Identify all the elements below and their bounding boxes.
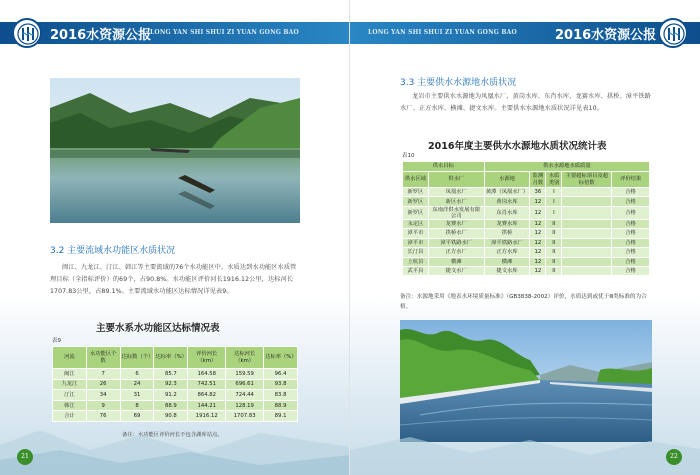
th-source-quality: 供水水源地水质质量 xyxy=(484,162,649,172)
page-number-left: 21 xyxy=(17,449,33,465)
table-cell: 144.21 xyxy=(188,400,226,411)
table-cell: 正方水厂 xyxy=(428,248,484,257)
table-row xyxy=(53,369,298,380)
table-cell: 36 xyxy=(530,188,546,197)
section-title-3-2: 3.2 主要流域水功能区水质状况 xyxy=(50,246,176,256)
table-cell: 34 xyxy=(86,390,120,401)
table-cell: 26 xyxy=(86,379,120,390)
th-pass-length: 达标河长（km） xyxy=(226,347,264,369)
header-band-left xyxy=(0,22,350,44)
table-row xyxy=(403,257,650,266)
table-group-header-row xyxy=(403,162,650,172)
table-cell: 合格 xyxy=(612,188,650,197)
table-cell xyxy=(562,229,612,238)
table-10-note: 备注：水源地采用《地表水环境质量标准》（GB3838-2002）评价，水质达到或优于Ⅲ类标准的为合格。 xyxy=(400,294,647,310)
table-cell: 88.9 xyxy=(154,400,188,411)
table-cell: 合格 xyxy=(612,238,650,247)
table-cell xyxy=(562,266,612,275)
table-cell: 横滩 xyxy=(484,257,530,266)
table-cell: 长汀县 xyxy=(403,248,429,257)
table-cell: 合格 xyxy=(612,197,650,206)
table-row xyxy=(403,248,650,257)
table-cell: 12 xyxy=(530,266,546,275)
table-cell: 新罗区 xyxy=(403,197,429,206)
table-cell: 合格 xyxy=(612,229,650,238)
table-cell: 12 xyxy=(530,257,546,266)
table-cell xyxy=(562,238,612,247)
table-cell: 漳平铁路水厂 xyxy=(428,238,484,247)
table-title-9: 主要水系水功能区达标情况表 xyxy=(96,323,220,334)
header-subtitle-right: LONG YAN SHI SHUI ZI YUAN GONG BAO xyxy=(368,29,517,36)
table-cell: 新区水厂 xyxy=(428,197,484,206)
table-cell: 12 xyxy=(530,219,546,228)
table-row xyxy=(403,188,650,197)
table-cell: II xyxy=(546,219,562,228)
section-paragraph-right: 龙岩市主要供水水源地为凤凰水厂、黄岗水库、东肖水库、龙赛水库、拱桥、漳平铁路水厂、正方水库、横滩、捷文水库。主要供水水源地水质状况详见表10。 xyxy=(400,93,651,112)
table-cell: 黄潭（凤凰水厂） xyxy=(485,189,529,196)
header-title-right: 2016水资源公报 xyxy=(555,28,657,43)
table-cell: 9 xyxy=(86,400,120,411)
table-cell: 东肖水库 xyxy=(484,206,530,219)
table-cell: 漳平铁路水厂 xyxy=(484,238,530,247)
table-row xyxy=(403,238,650,247)
table-cell: 龙赛水厂 xyxy=(428,219,484,228)
table-10 xyxy=(402,161,650,276)
table-cell: 742.51 xyxy=(188,379,226,390)
table-cell: 正方水库 xyxy=(484,248,530,257)
header-title-left: 2016水资源公报 xyxy=(50,28,152,43)
table-cell xyxy=(562,248,612,257)
table-header-row xyxy=(53,347,298,369)
table-cell: 12 xyxy=(530,229,546,238)
table-cell: 6 xyxy=(120,369,154,380)
table-cell: 漳平市 xyxy=(403,229,429,238)
table-cell: 128.19 xyxy=(226,400,264,411)
table-cell: I xyxy=(546,206,562,219)
table-cell: I xyxy=(546,197,562,206)
table-cell: 164.58 xyxy=(188,369,226,380)
table-cell: 武平县 xyxy=(403,266,429,275)
table-cell: II xyxy=(546,248,562,257)
th-length-rate: 达标率（%） xyxy=(264,347,298,369)
table-cell: 横滩 xyxy=(428,257,484,266)
th-zone-count: 水功能区个数 xyxy=(86,347,120,369)
table-cell: 上杭县 xyxy=(403,257,429,266)
table-cell: 韩江 xyxy=(53,400,87,411)
table-cell: 拱桥 xyxy=(484,229,530,238)
table-row xyxy=(403,229,650,238)
table-row xyxy=(53,379,298,390)
table-cell xyxy=(562,188,612,197)
table-cell: 696.61 xyxy=(226,379,264,390)
table-cell: 93.8 xyxy=(264,379,298,390)
table-cell: 凤凰水厂 xyxy=(428,188,484,197)
section-title-3-3: 3.3 主要供水水源地水质状况 xyxy=(400,78,517,88)
table-cell: 12 xyxy=(530,238,546,247)
table-cell: 合格 xyxy=(612,219,650,228)
right-page xyxy=(350,0,700,475)
table-cell: 合格 xyxy=(612,206,650,219)
logo-icon-left xyxy=(12,18,42,48)
table-cell: 91.2 xyxy=(154,390,188,401)
header-subtitle-left: LONG YAN SHI SHUI ZI YUAN GONG BAO xyxy=(150,29,299,36)
th-plant: 供水厂 xyxy=(428,172,484,188)
table-cell: 159.59 xyxy=(226,369,264,380)
table-title-10: 2016年度主要供水水源地水质状况统计表 xyxy=(428,141,607,152)
table-cell: 新罗区 xyxy=(403,206,429,219)
table-cell: 85.7 xyxy=(154,369,188,380)
table-cell xyxy=(562,197,612,206)
th-region: 供水区域 xyxy=(403,172,429,188)
table-row xyxy=(403,266,650,275)
table-cell: 24 xyxy=(120,379,154,390)
table-cell: 90.8 xyxy=(154,411,188,422)
table-cell xyxy=(562,257,612,266)
section-paragraph-left: 闽江、九龙江、汀江、韩江等主要流域的76个水功能区中，水质达到水功能区水质管理目标（全指标评价）的69个，占90.8%。水功能区评价河长1916.12公里，达标河长1707.83公里，占89.1%。主要流域水功能区达标情况详见表9。 xyxy=(50,264,297,295)
table-row xyxy=(403,219,650,228)
table-cell: 83.8 xyxy=(264,390,298,401)
lake-boat-photo xyxy=(50,78,300,223)
table-cell: 合格 xyxy=(612,248,650,257)
table-cell xyxy=(562,219,612,228)
th-class: 水质类别 xyxy=(546,172,562,188)
table-cell: II xyxy=(546,229,562,238)
table-cell: 漳平市 xyxy=(403,238,429,247)
mountain-backdrop-left xyxy=(0,405,350,475)
table-cell: 12 xyxy=(530,197,546,206)
table-row xyxy=(403,206,650,219)
table-cell: 合计 xyxy=(53,411,87,422)
table-cell: 96.4 xyxy=(264,369,298,380)
table-cell: 捷文水厂 xyxy=(428,266,484,275)
table-cell: 89.1 xyxy=(264,411,298,422)
table-cell: 拱桥水厂 xyxy=(428,229,484,238)
table-cell: 31 xyxy=(120,390,154,401)
th-eval-length: 评价河长（km） xyxy=(188,347,226,369)
th-source: 水源地 xyxy=(484,172,530,188)
table-cell: 东南洋供水发展有限公司 xyxy=(428,206,484,219)
table-cell: 汀江 xyxy=(53,390,87,401)
table-cell: 九龙江 xyxy=(53,379,87,390)
table-cell: 724.44 xyxy=(226,390,264,401)
th-river: 河流 xyxy=(53,347,87,369)
table-cell: I xyxy=(546,188,562,197)
table-cell: 92.3 xyxy=(154,379,188,390)
table-cell: 捷文水库 xyxy=(484,266,530,275)
table-cell: 黄岗水库 xyxy=(484,197,530,206)
table-cell: 龙赛水库 xyxy=(484,219,530,228)
table-cell: 1707.83 xyxy=(226,411,264,422)
table-cell: 12 xyxy=(530,248,546,257)
table-cell: 合格 xyxy=(612,266,650,275)
table-cell: II xyxy=(546,266,562,275)
table-cell: 12 xyxy=(530,206,546,219)
table-cell: 合格 xyxy=(612,257,650,266)
header-band-right xyxy=(350,22,700,44)
table-cell: 1916.12 xyxy=(188,411,226,422)
table-row xyxy=(403,197,650,206)
table-number-9: 表9 xyxy=(52,338,61,344)
page-number-right: 22 xyxy=(666,449,682,465)
table-9-note: 备注：水功能区评价河长不包含湖库站点。 xyxy=(122,432,223,438)
table-cell: 新罗区 xyxy=(403,188,429,197)
table-cell: 8 xyxy=(120,400,154,411)
table-row xyxy=(53,390,298,401)
table-cell: 88.9 xyxy=(264,400,298,411)
table-cell: II xyxy=(546,238,562,247)
table-cell: 7 xyxy=(86,369,120,380)
mountain-backdrop-right xyxy=(350,415,700,475)
th-pass-rate: 达标率（%） xyxy=(154,347,188,369)
table-cell: 永定区 xyxy=(403,219,429,228)
table-cell: 69 xyxy=(120,411,154,422)
th-supply-target: 供水目标 xyxy=(403,162,485,172)
table-number-10: 表10 xyxy=(402,153,415,159)
table-cell: 864.82 xyxy=(188,390,226,401)
th-months: 监测月数 xyxy=(530,172,546,188)
table-cell: 闽江 xyxy=(53,369,87,380)
table-header-row xyxy=(403,172,650,188)
table-cell xyxy=(562,206,612,219)
th-pass-count: 达标数（个） xyxy=(120,347,154,369)
th-exceed: 主要超标项目及超标倍数 xyxy=(562,172,612,188)
th-result: 评价结果 xyxy=(612,172,650,188)
logo-icon-right xyxy=(658,18,688,48)
table-cell: 76 xyxy=(86,411,120,422)
table-cell: II xyxy=(546,257,562,266)
